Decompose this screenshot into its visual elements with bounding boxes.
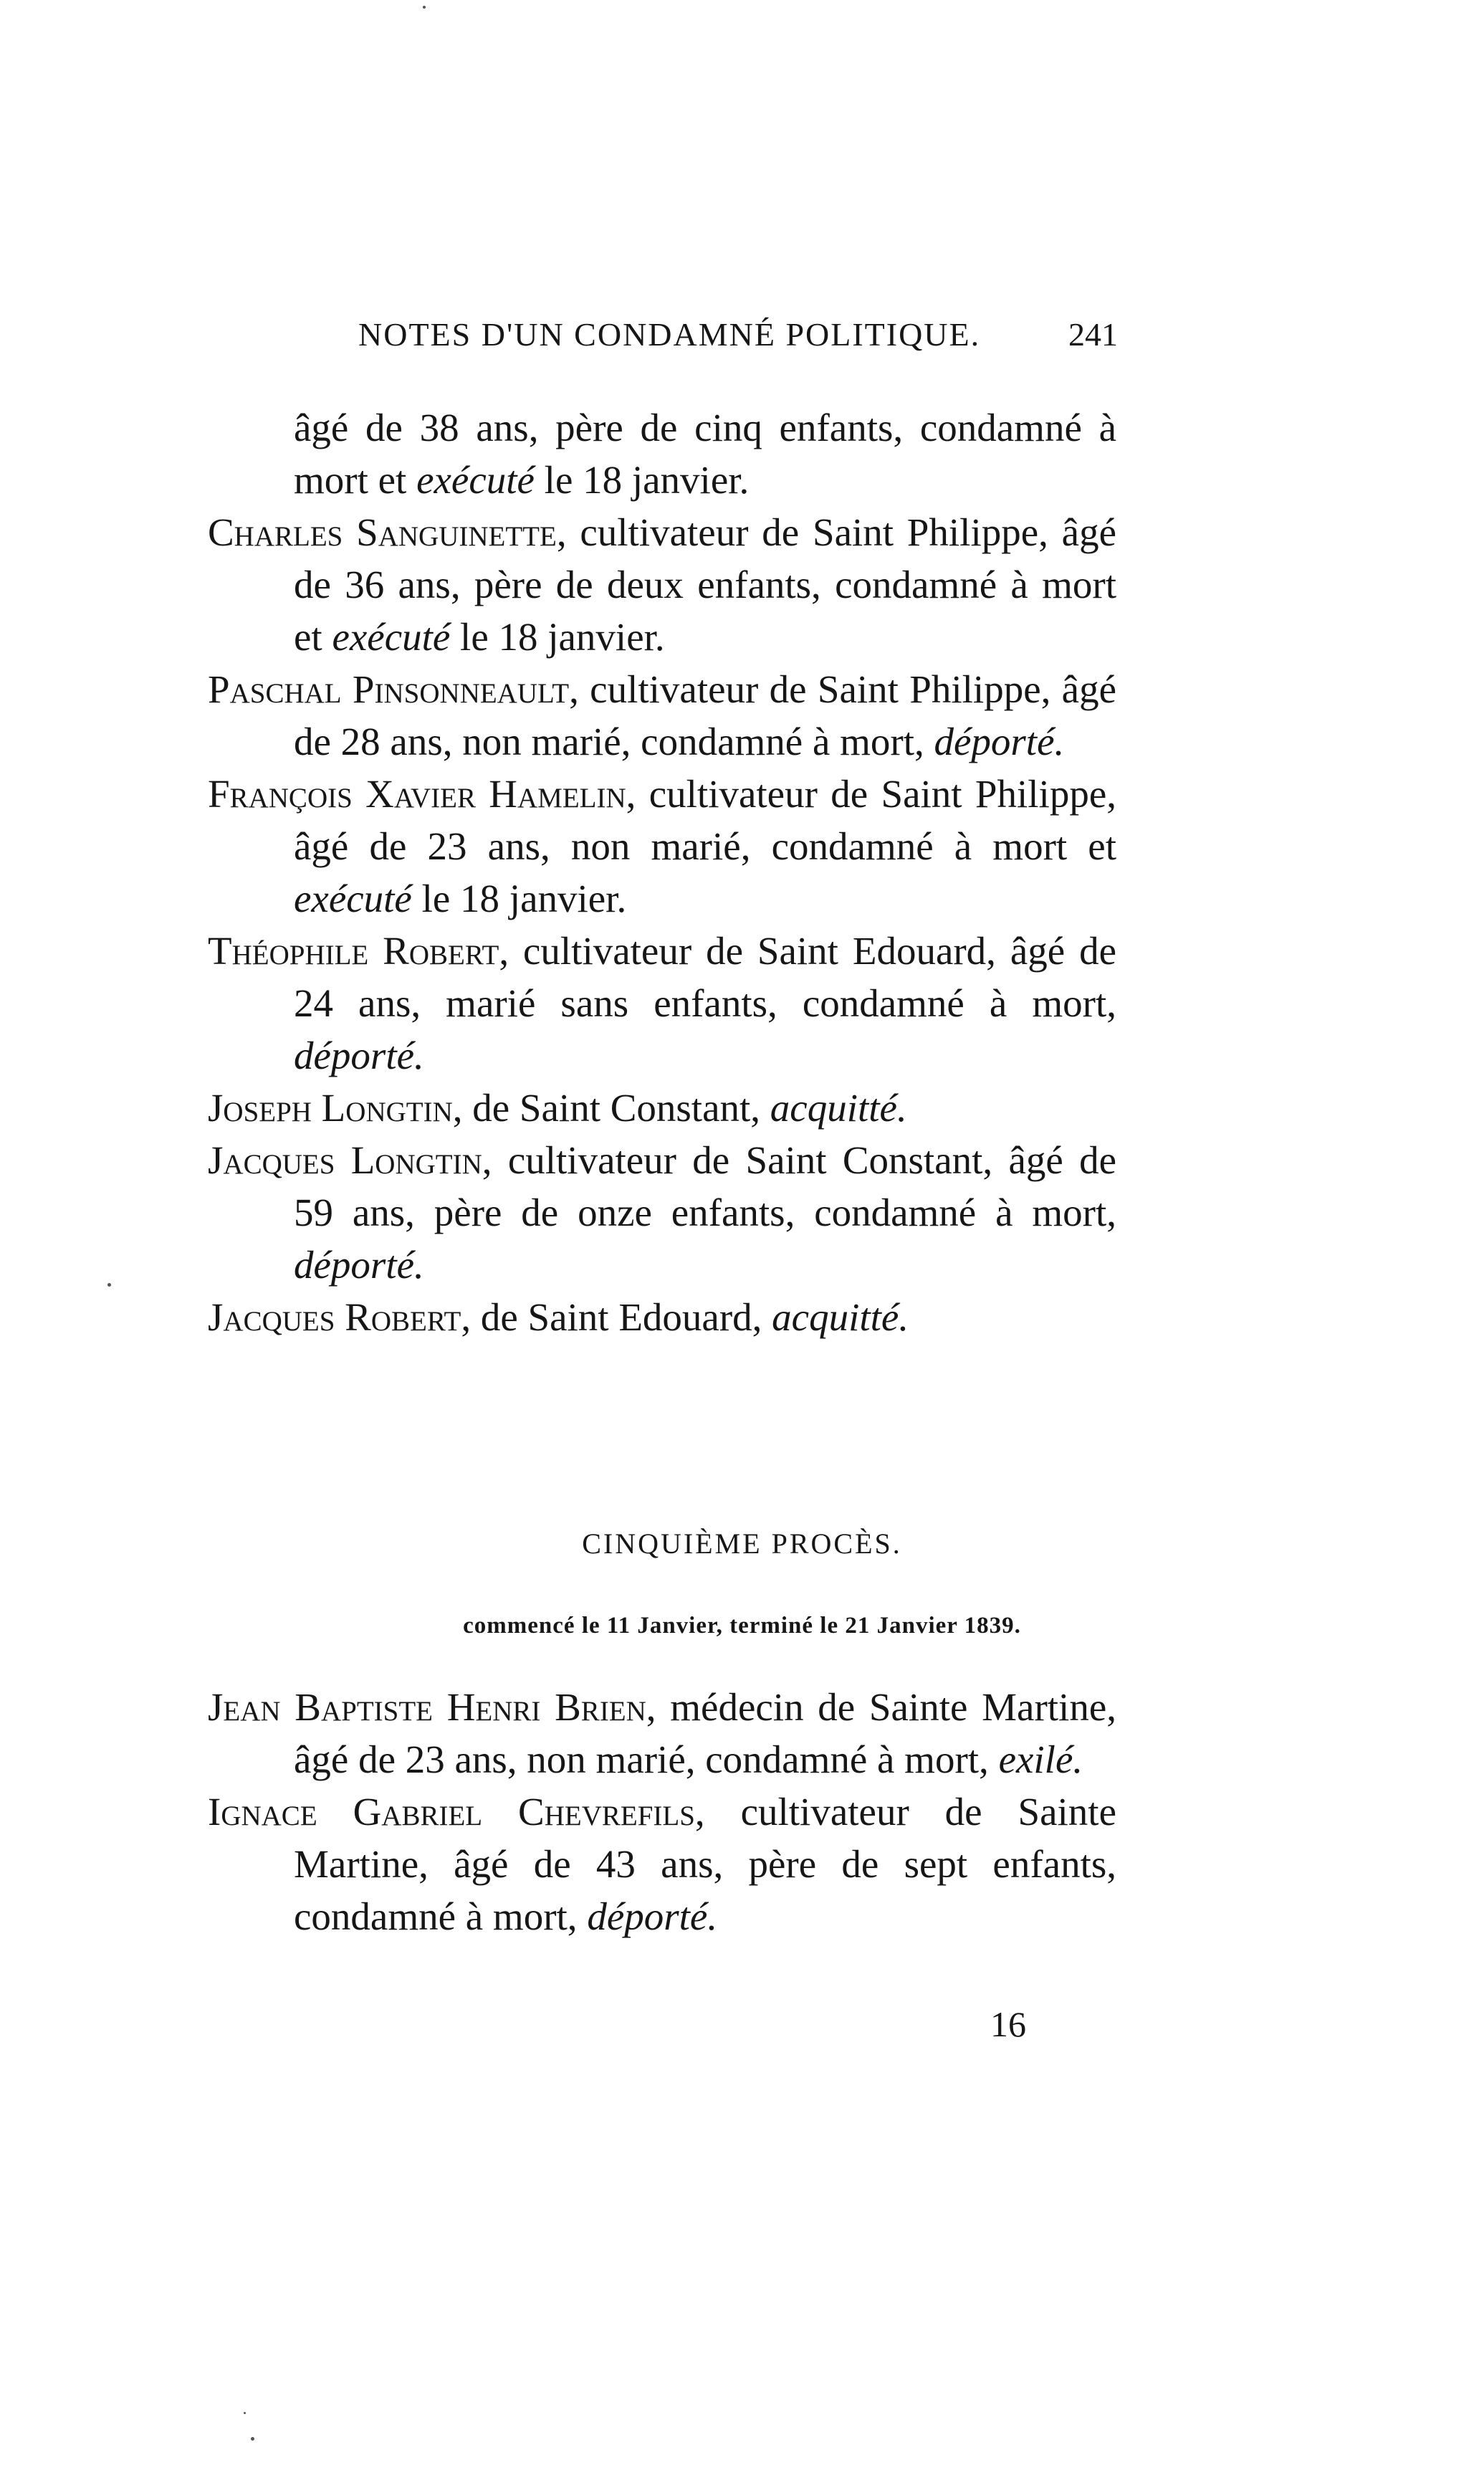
entry-theophile-robert: Théophile Robert, cultivateur de Saint Edouard, âgé de 24 ans, marié sans enfants, condamné à mort, déporté. bbox=[208, 929, 1116, 1077]
person-name: François Xavier Hamelin bbox=[208, 772, 626, 816]
entry-continuation: âgé de 38 ans, père de cinq enfants, condamné à mort et exécuté le 18 janvier. bbox=[294, 406, 1116, 502]
person-name: Paschal Pinsonneault bbox=[208, 667, 570, 711]
person-name: Charles Sanguinette bbox=[208, 510, 557, 554]
section-title: CINQUIÈME PROCÈS. bbox=[582, 1527, 902, 1560]
person-name: Jacques Robert bbox=[208, 1295, 461, 1339]
person-name: Jean Baptiste Henri Brien bbox=[208, 1685, 646, 1729]
entry-charles-sanguinette: Charles Sanguinette, cultivateur de Saint Philippe, âgé de 36 ans, père de deux enfants, condamné à mort et exécuté le 18 janvier. bbox=[208, 510, 1116, 659]
scan-speck bbox=[244, 2412, 246, 2414]
verdict: déporté. bbox=[294, 1034, 424, 1077]
person-name: Jacques Longtin bbox=[208, 1138, 482, 1182]
verdict: exécuté bbox=[332, 615, 451, 659]
scan-speck bbox=[107, 1283, 111, 1287]
section-dates: commencé le 11 Janvier, terminé le 21 Janvier 1839. bbox=[463, 1613, 1021, 1639]
trial-entries-list bbox=[208, 401, 1116, 1343]
entry-paschal-pinsonneault: Paschal Pinsonneault, cultivateur de Saint Philippe, âgé de 28 ans, non marié, condamné à mort, déporté. bbox=[208, 667, 1117, 763]
verdict: exilé. bbox=[998, 1737, 1083, 1781]
verdict: déporté. bbox=[294, 1243, 424, 1287]
verdict: acquitté. bbox=[772, 1295, 909, 1339]
entry-joseph-longtin: Joseph Longtin, de Saint Constant, acquitté. bbox=[208, 1086, 907, 1130]
verdict: acquitté. bbox=[770, 1086, 907, 1130]
trial-entries-list-2 bbox=[208, 1681, 1116, 1942]
person-name: Joseph Longtin bbox=[208, 1086, 453, 1130]
page-number: 241 bbox=[1068, 316, 1118, 353]
person-name: Ignace Gabriel Chevrefils bbox=[208, 1790, 695, 1834]
entry-jacques-robert: Jacques Robert, de Saint Edouard, acquitté. bbox=[208, 1295, 909, 1339]
scan-speck bbox=[423, 6, 426, 9]
verdict: déporté. bbox=[934, 720, 1065, 763]
verdict: exécuté bbox=[416, 458, 535, 502]
entry-jacques-longtin: Jacques Longtin, cultivateur de Saint Constant, âgé de 59 ans, père de onze enfants, condamné à mort, déporté. bbox=[208, 1138, 1116, 1287]
entry-francois-xavier-hamelin: François Xavier Hamelin, cultivateur de Saint Philippe, âgé de 23 ans, non marié, condamné à mort et exécuté le 18 janvier. bbox=[208, 772, 1116, 920]
verdict: exécuté bbox=[294, 877, 412, 920]
running-title: NOTES D'UN CONDAMNÉ POLITIQUE. bbox=[358, 316, 981, 353]
entry-ignace-gabriel-chevrefils: Ignace Gabriel Chevrefils, cultivateur de Sainte Martine, âgé de 43 ans, père de sept enfants, condamné à mort, déporté. bbox=[208, 1790, 1116, 1938]
verdict: déporté. bbox=[587, 1894, 718, 1938]
entry-jean-baptiste-henri-brien: Jean Baptiste Henri Brien, médecin de Sainte Martine, âgé de 23 ans, non marié, condamné à mort, exilé. bbox=[208, 1685, 1116, 1781]
person-name: Théophile Robert bbox=[208, 929, 499, 973]
signature-mark: 16 bbox=[990, 2004, 1026, 2044]
scan-speck bbox=[251, 2437, 254, 2441]
page-header bbox=[358, 315, 1118, 366]
